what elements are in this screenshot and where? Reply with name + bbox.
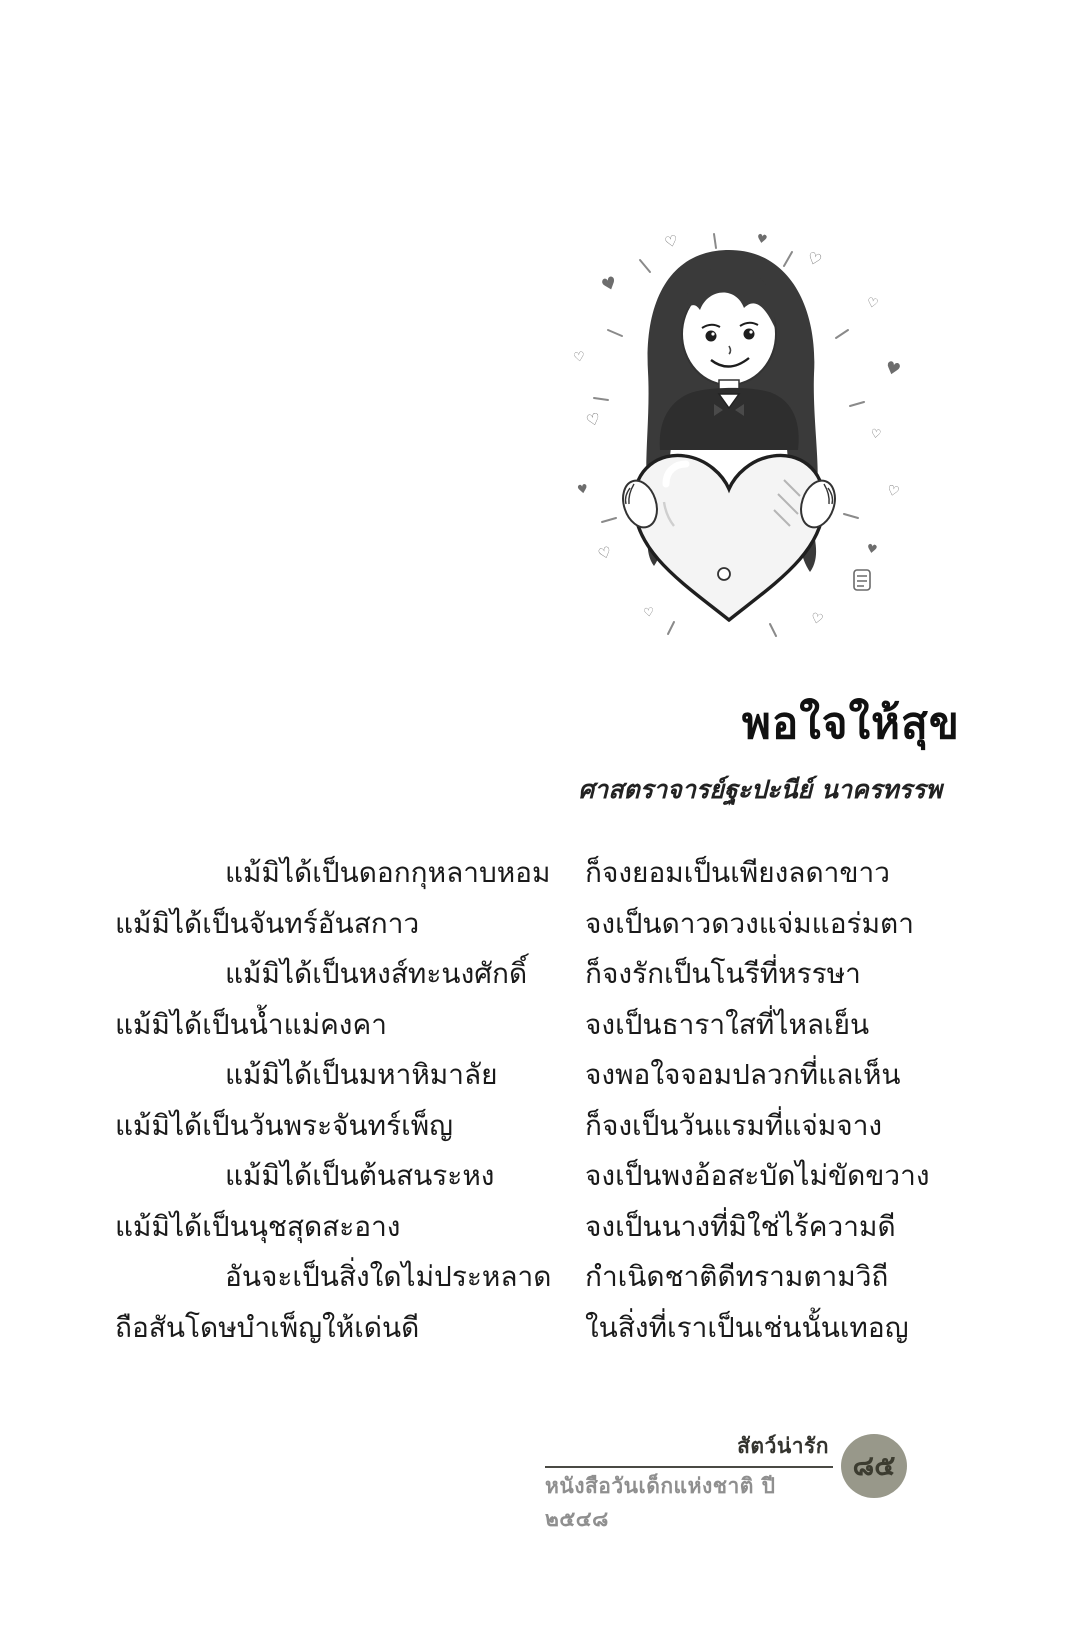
hemistich-right: ก็จงเป็นวันแรมที่แจ่มจาง	[585, 1108, 883, 1142]
svg-text:♡: ♡	[662, 231, 681, 252]
girl-heart-sketch-svg	[548, 222, 920, 652]
hemistich-left: แม้มิได้เป็นต้นสนระหง	[225, 1159, 495, 1193]
hemistich-right: ก็จงยอมเป็นเพียงลดาขาว	[585, 856, 890, 890]
hemistich-right: จงเป็นพงอ้อสะบัดไม่ขัดขวาง	[585, 1159, 930, 1193]
poem-line	[115, 899, 987, 950]
poem-line	[115, 1000, 987, 1051]
hemistich-right: จงพอใจจอมปลวกที่แลเห็น	[585, 1058, 901, 1092]
heart-dot	[718, 568, 730, 580]
artist-stamp-icon	[854, 570, 870, 590]
poem-line	[115, 1050, 987, 1101]
hemistich-left: อันจะเป็นสิ่งใดไม่ประหลาด	[225, 1260, 552, 1294]
svg-text:♡: ♡	[583, 408, 603, 431]
poem-line	[115, 1252, 987, 1303]
footer-section-title: สัตว์น่ารัก	[737, 1434, 829, 1458]
svg-text:♡: ♡	[869, 426, 883, 442]
svg-text:♡: ♡	[885, 482, 902, 501]
poem-line	[115, 1151, 987, 1202]
hemistich-right: กำเนิดชาติดีทรามตามวิถี	[585, 1260, 889, 1294]
svg-text:♡: ♡	[642, 604, 656, 620]
page-footer	[545, 1430, 925, 1531]
svg-text:♡: ♡	[595, 542, 615, 564]
hemistich-left: แม้มิได้เป็นจันทร์อันสกาว	[115, 906, 420, 940]
svg-text:♡: ♡	[809, 610, 825, 629]
svg-text:♡: ♡	[804, 247, 825, 271]
hemistich-right: ในสิ่งที่เราเป็นเช่นนั้นเทอญ	[585, 1310, 909, 1344]
svg-text:♥: ♥	[755, 231, 769, 247]
hemistich-left: แม้มิได้เป็นน้ำแม่คงคา	[115, 1007, 387, 1041]
hemistich-left: ถือสันโดษบำเพ็ญให้เด่นดี	[115, 1310, 420, 1344]
hemistich-left: แม้มิได้เป็นนุชสุดสะอาง	[115, 1209, 401, 1243]
hemistich-right: จงเป็นดาวดวงแจ่มแอร่มตา	[585, 906, 914, 940]
page-number-badge	[841, 1434, 907, 1498]
hemistich-left: แม้มิได้เป็นมหาหิมาลัย	[225, 1058, 498, 1092]
page-number: ๘๕	[852, 1449, 896, 1482]
svg-text:♥: ♥	[882, 357, 903, 382]
hemistich-right: จงเป็นนางที่มิใช่ไร้ความดี	[585, 1209, 896, 1243]
hemistich-left: แม้มิได้เป็นวันพระจันทร์เพ็ญ	[115, 1108, 454, 1142]
svg-text:♥: ♥	[598, 272, 621, 297]
footer-text-block	[545, 1430, 833, 1536]
poem-line	[115, 1202, 987, 1253]
hemistich-right: ก็จงรักเป็นโนรีที่หรรษา	[585, 957, 861, 991]
poem-line	[115, 949, 987, 1000]
hemistich-right: จงเป็นธาราใสที่ไหลเย็น	[585, 1007, 870, 1041]
girl-holding-heart-illustration	[548, 222, 920, 652]
poem-line	[115, 848, 987, 899]
hemistich-left: แม้มิได้เป็นหงส์ทะนงศักดิ์	[225, 957, 528, 991]
poem-line	[115, 1101, 987, 1152]
big-heart	[634, 455, 824, 620]
poem-author: ศาสตราจารย์ฐะปะนีย์ นาครทรรพ	[578, 775, 942, 804]
svg-text:♥: ♥	[865, 541, 879, 557]
hemistich-left: แม้มิได้เป็นดอกกุหลาบหอม	[225, 856, 551, 890]
poem-body	[115, 848, 987, 1353]
footer-rule	[545, 1466, 833, 1468]
poem-line	[115, 1303, 987, 1354]
svg-text:♡: ♡	[865, 295, 880, 313]
svg-text:♡: ♡	[572, 349, 587, 366]
svg-text:♥: ♥	[576, 481, 590, 497]
page-title: พอใจให้สุข	[741, 698, 960, 749]
footer-book-title: หนังสือวันเด็กแห่งชาติ ปี ๒๕๔๘	[545, 1474, 776, 1531]
